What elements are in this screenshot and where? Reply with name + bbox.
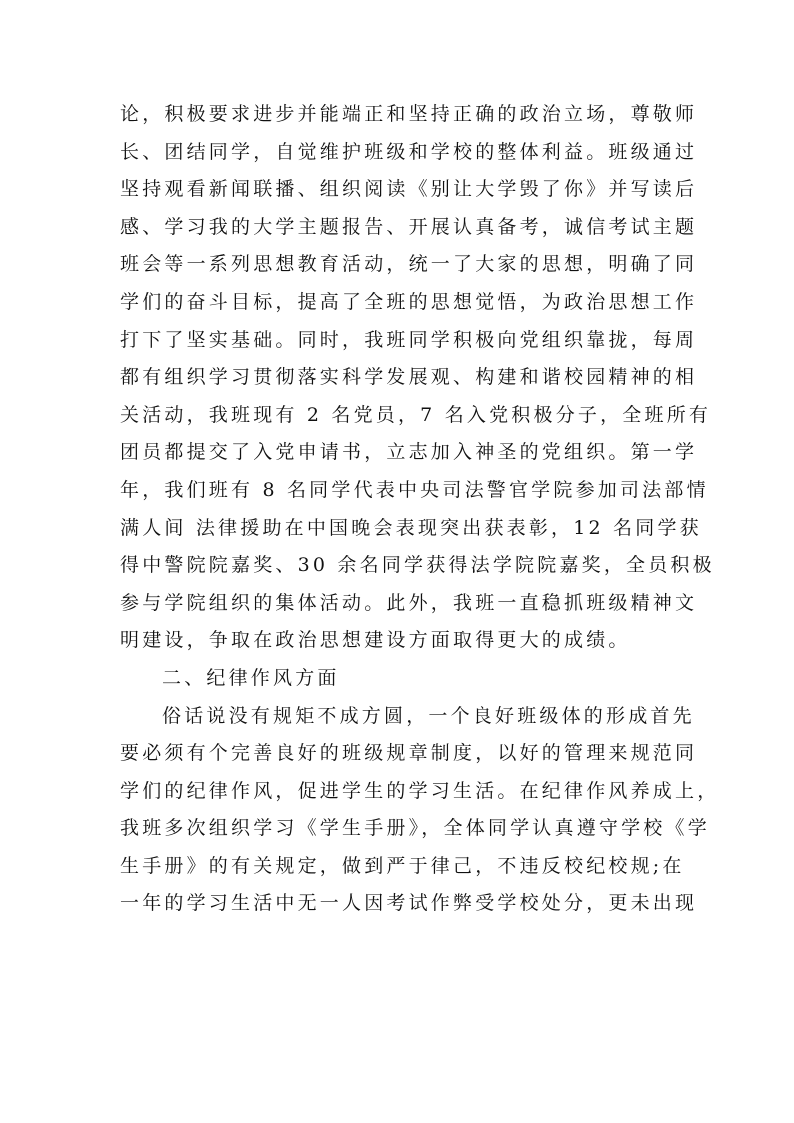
text-line: 感、学习我的大学主题报告、开展认真备考，诚信考试主题 (120, 215, 698, 238)
text-line: 参与学院组织的集体活动。此外，我班一直稳抓班级精神文 (120, 591, 698, 614)
text-line: 班会等一系列思想教育活动，统一了大家的思想，明确了同 (120, 253, 698, 276)
text-line: 生手册》的有关规定，做到严于律己，不违反校纪校规;在 (120, 854, 685, 877)
text-line: 长、团结同学，自觉维护班级和学校的整体利益。班级通过 (120, 140, 698, 163)
text-line: 年，我们班有 8 名同学代表中央司法警官学院参加司法部情 (120, 478, 709, 501)
text-line: 关活动，我班现有 2 名党员，7 名入党积极分子，全班所有 (120, 403, 712, 426)
document-body (120, 96, 720, 923)
text-line: 我班多次组织学习《学生手册》，全体同学认真遵守学校《学 (120, 817, 710, 840)
text-line: 得中警院院嘉奖、30 余名同学获得法学院院嘉奖，全员积极 (120, 554, 715, 577)
text-line: 俗话说没有规矩不成方圆，一个良好班级体的形成首先 (162, 704, 695, 727)
text-line: 都有组织学习贯彻落实科学发展观、构建和谐校园精神的相 (120, 366, 698, 389)
text-line: 明建设，争取在政治思想建设方面取得更大的成绩。 (120, 629, 631, 652)
text-line: 学们的纪律作风，促进学生的学习生活。在纪律作风养成上， (120, 779, 720, 802)
text-line: 坚持观看新闻联播、组织阅读《别让大学毁了你》并写读后 (120, 178, 698, 201)
text-line: 团员都提交了入党申请书，立志加入神圣的党组织。第一学 (120, 441, 698, 464)
text-line: 打下了坚实基础。同时，我班同学积极向党组织靠拢，每周 (120, 328, 698, 351)
text-line: 一年的学习生活中无一人因考试作弊受学校处分，更未出现 (120, 892, 698, 915)
text-line: 要必须有个完善良好的班级规章制度，以好的管理来规范同 (120, 742, 698, 765)
text-line: 满人间 法律援助在中国晚会表现突出获表彰，12 名同学获 (120, 516, 702, 539)
text-line: 论，积极要求进步并能端正和坚持正确的政治立场，尊敬师 (120, 103, 698, 125)
text-line: 学们的奋斗目标，提高了全班的思想觉悟，为政治思想工作 (120, 290, 698, 313)
section-heading: 二、纪律作风方面 (162, 666, 340, 689)
